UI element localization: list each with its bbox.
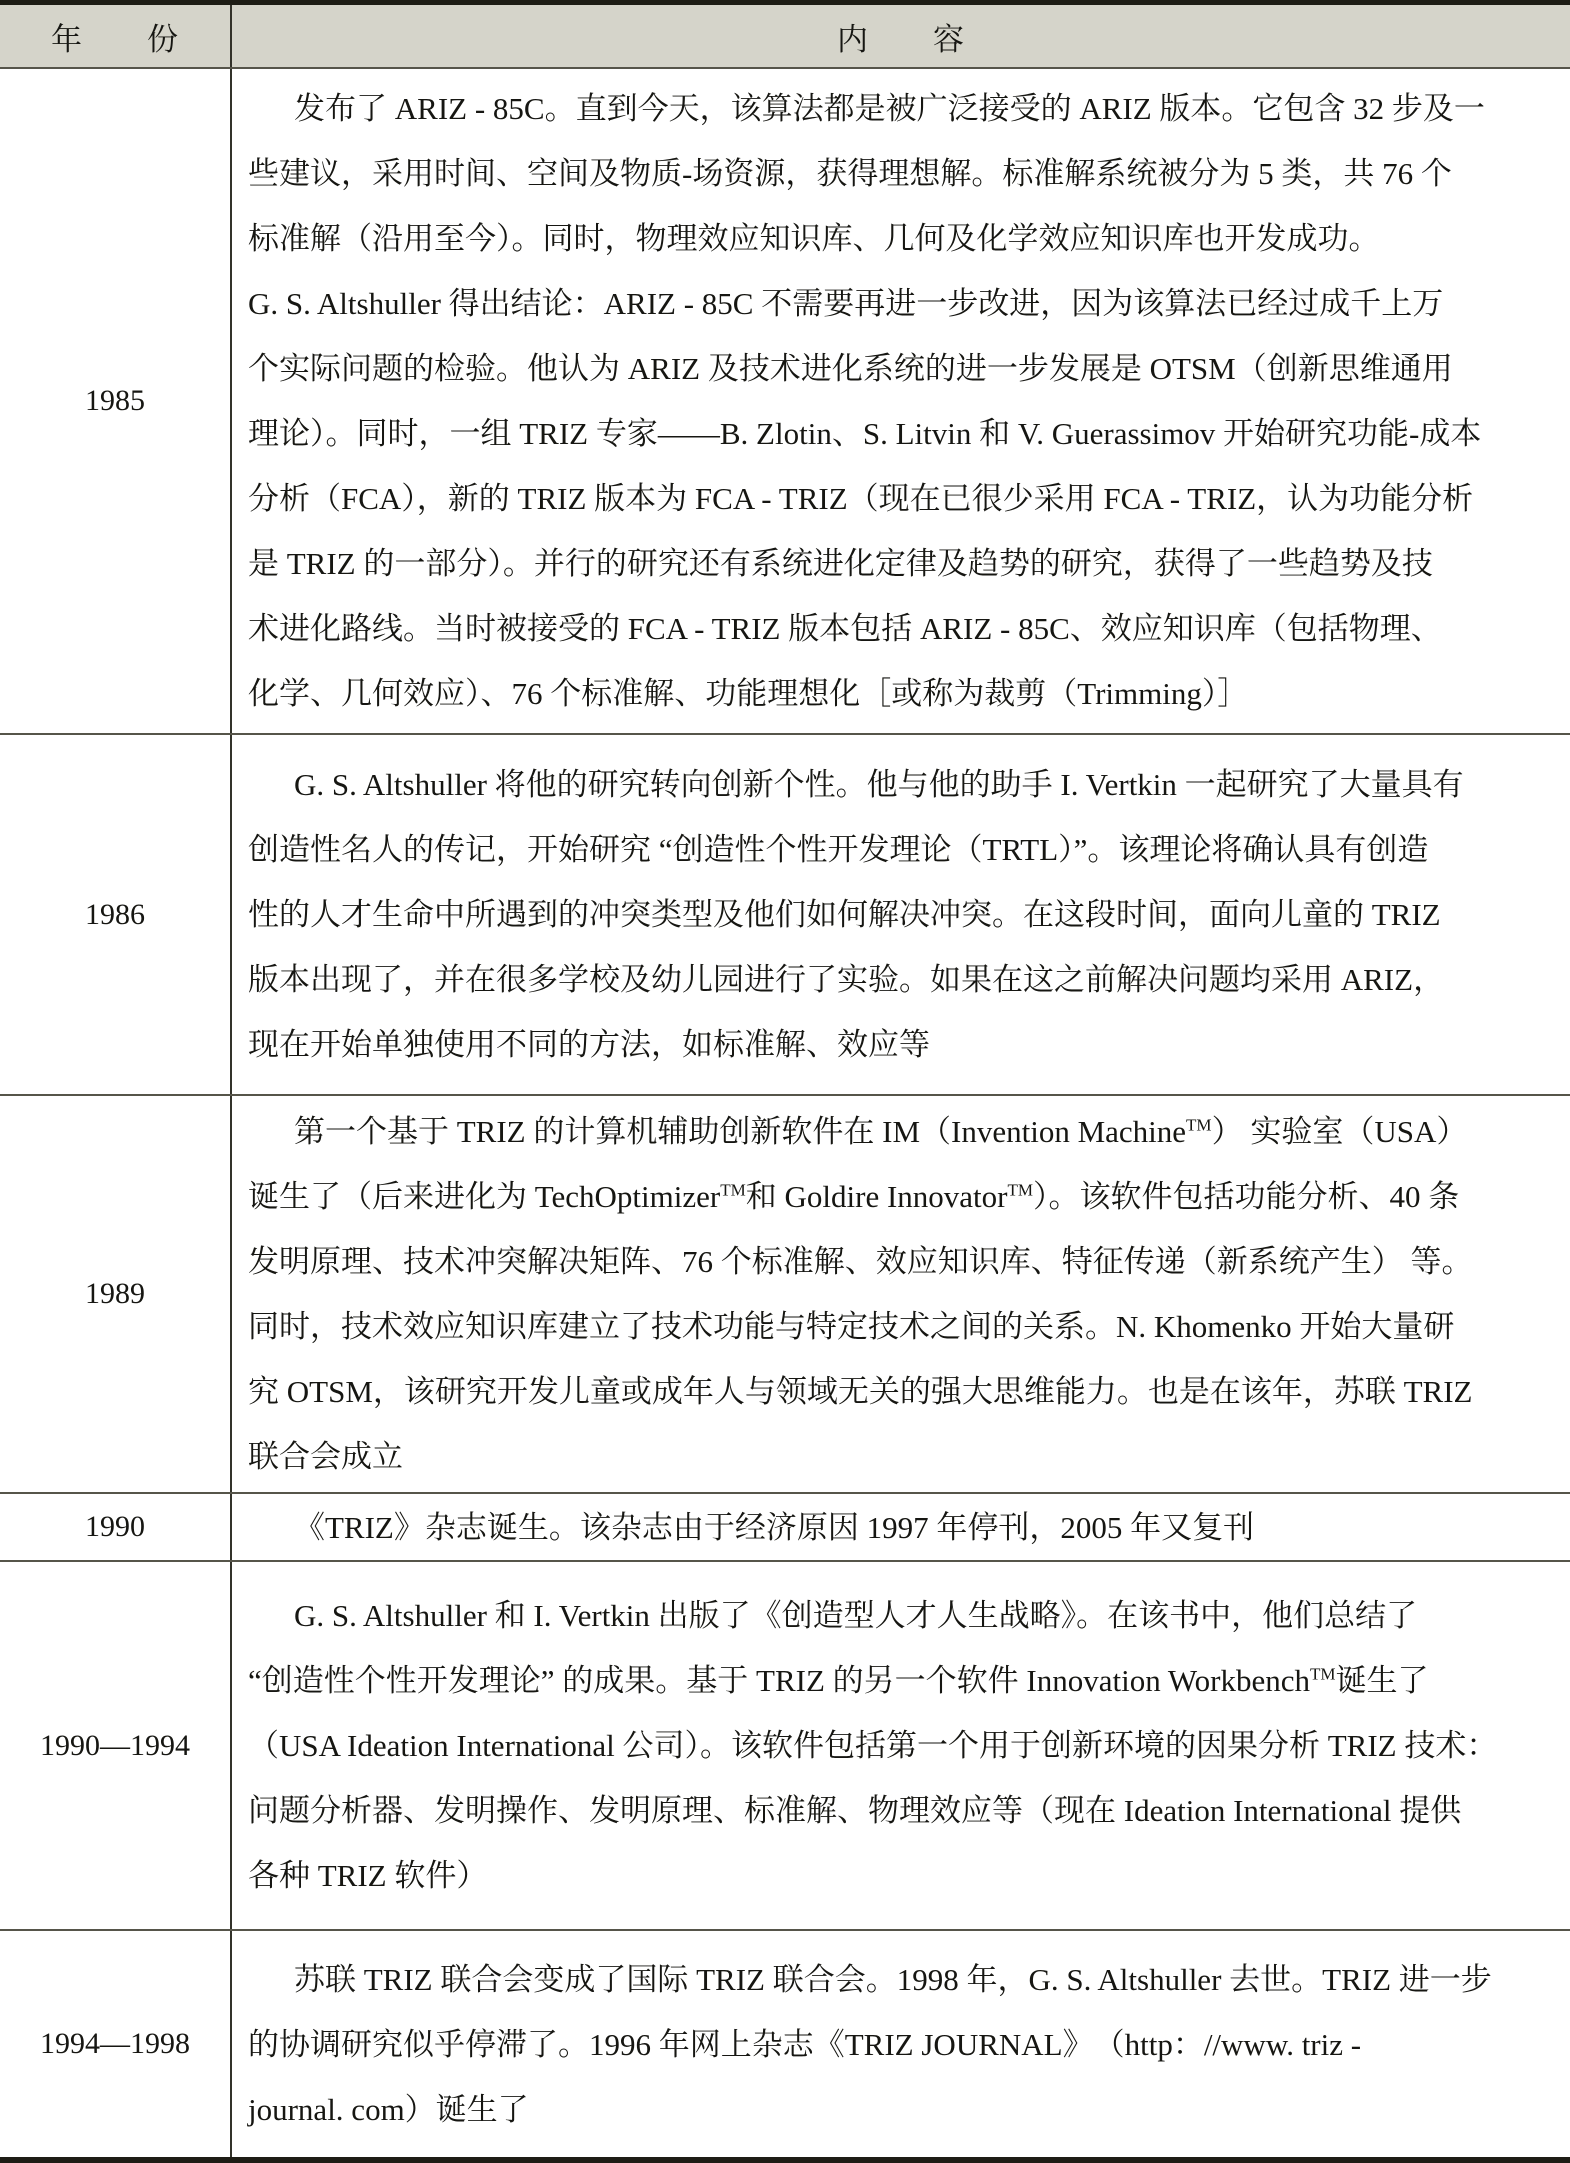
trademark-superscript: TM [1007,1180,1034,1200]
year-cell: 1994—1998 [0,1931,232,2157]
text-line: 版本出现了，并在很多学校及幼儿园进行了实验。如果在这之前解决问题均采用 ARIZ， [248,962,1445,997]
text-line: 第一个基于 TRIZ 的计算机辅助创新软件在 IM（Invention Machine™） 实验室（USA） [294,1114,1468,1149]
table-row-1990-1994 [0,1560,1570,1929]
table-row-1985 [0,67,1570,733]
text-line: G. S. Altshuller 将他的研究转向创新个性。他与他的助手 I. Vertkin 一起研究了大量具有 [294,767,1464,802]
table-row-1989 [0,1094,1570,1492]
trademark-superscript: TM [1310,1664,1336,1684]
text-line: 同时，技术效应知识库建立了技术功能与特定技术之间的关系。N. Khomenko 开始大量研 [248,1309,1455,1344]
table-row-1994-1998 [0,1929,1570,2157]
content-cell [232,1562,1570,1929]
text-line: （USA Ideation International 公司）。该软件包括第一个用于创新环境的因果分析 TRIZ 技术： [248,1728,1498,1763]
text-line: 发布了 ARIZ - 85C。直到今天，该算法都是被广泛接受的 ARIZ 版本。它包含 32 步及一 [294,91,1485,126]
text-line: 各种 TRIZ 软件） [248,1858,488,1893]
content-cell [232,735,1570,1094]
table-row-1990 [0,1492,1570,1560]
trademark-superscript: TM [1186,1115,1212,1135]
text-line: 术进化路线。当时被接受的 FCA - TRIZ 版本包括 ARIZ - 85C、效应知识库（包括物理、 [248,611,1442,646]
year-cell: 1990 [0,1494,232,1560]
text-line: 《TRIZ》杂志诞生。该杂志由于经济原因 1997 年停刊，2005 年又复刊 [294,1509,1255,1545]
text-line: 些建议，采用时间、空间及物质-场资源，获得理想解。标准解系统被分为 5 类，共 76 个 [248,156,1452,191]
header-content-cell: 内 容 [837,21,965,57]
year-cell: 1990—1994 [0,1562,232,1929]
text-line: 联合会成立 [248,1439,403,1474]
text-line: G. S. Altshuller 得出结论：ARIZ - 85C 不需要再进一步改进，因为该算法已经过成千上万 [248,286,1444,321]
content-cell [232,1494,1570,1560]
text-line: “创造性个性开发理论” 的成果。基于 TRIZ 的另一个软件 Innovation Workbench™诞生了 [248,1663,1429,1698]
text-line: 化学、几何效应）、76 个标准解、功能理想化［或称为裁剪（Trimming）］ [248,676,1249,711]
text-line: 标准解（沿用至今）。同时，物理效应知识库、几何及化学效应知识库也开发成功。 [248,221,1380,256]
text-line: G. S. Altshuller 和 I. Vertkin 出版了《创造型人才人生战略》。在该书中，他们总结了 [294,1598,1418,1633]
year-cell: 1986 [0,735,232,1094]
text-line: 性的人才生命中所遇到的冲突类型及他们如何解决冲突。在这段时间，面向儿童的 TRIZ [248,897,1441,932]
content-cell [232,69,1570,733]
text-line: 发明原理、技术冲突解决矩阵、76 个标准解、效应知识库、特征传递（新系统产生） 等。 [248,1244,1473,1279]
text-line: 诞生了（后来进化为 TechOptimizer™和 Goldire Innovator™）。该软件包括功能分析、40 条 [248,1179,1460,1214]
year-cell: 1989 [0,1096,232,1492]
text-line: journal. com）诞生了 [248,2091,529,2127]
text-line: 苏联 TRIZ 联合会变成了国际 TRIZ 联合会。1998 年，G. S. Altshuller 去世。TRIZ 进一步 [294,1961,1492,1997]
text-line: 是 TRIZ 的一部分）。并行的研究还有系统进化定律及趋势的研究，获得了一些趋势及技 [248,546,1433,581]
text-line: 分析（FCA），新的 TRIZ 版本为 FCA - TRIZ（现在已很少采用 FCA - TRIZ，认为功能分析 [248,481,1474,516]
text-line: 理论）。同时，一组 TRIZ 专家——B. Zlotin、S. Litvin 和 V. Guerassimov 开始研究功能-成本 [248,416,1482,451]
content-cell [232,1096,1570,1492]
text-line: 的协调研究似乎停滞了。1996 年网上杂志《TRIZ JOURNAL》 （http：//www. triz - [248,2026,1362,2062]
text-line: 究 OTSM，该研究开发儿童或成年人与领域无关的强大思维能力。也是在该年，苏联 TRIZ [248,1374,1473,1409]
text-line: 创造性名人的传记，开始研究 “创造性个性开发理论（TRTL）”。该理论将确认具有创造 [248,832,1429,867]
text-line: 现在开始单独使用不同的方法，如标准解、效应等 [248,1027,930,1062]
trademark-superscript: TM [720,1180,746,1200]
table-row-1986 [0,733,1570,1094]
text-line: 个实际问题的检验。他认为 ARIZ 及技术进化系统的进一步发展是 OTSM（创新思维通用 [248,351,1453,386]
content-cell [232,1931,1570,2157]
table-header-row [0,5,1570,67]
text-line: 问题分析器、发明操作、发明原理、标准解、物理效应等（现在 Ideation International 提供 [248,1793,1462,1828]
year-cell: 1985 [0,69,232,733]
header-year-cell: 年 份 [0,5,232,67]
